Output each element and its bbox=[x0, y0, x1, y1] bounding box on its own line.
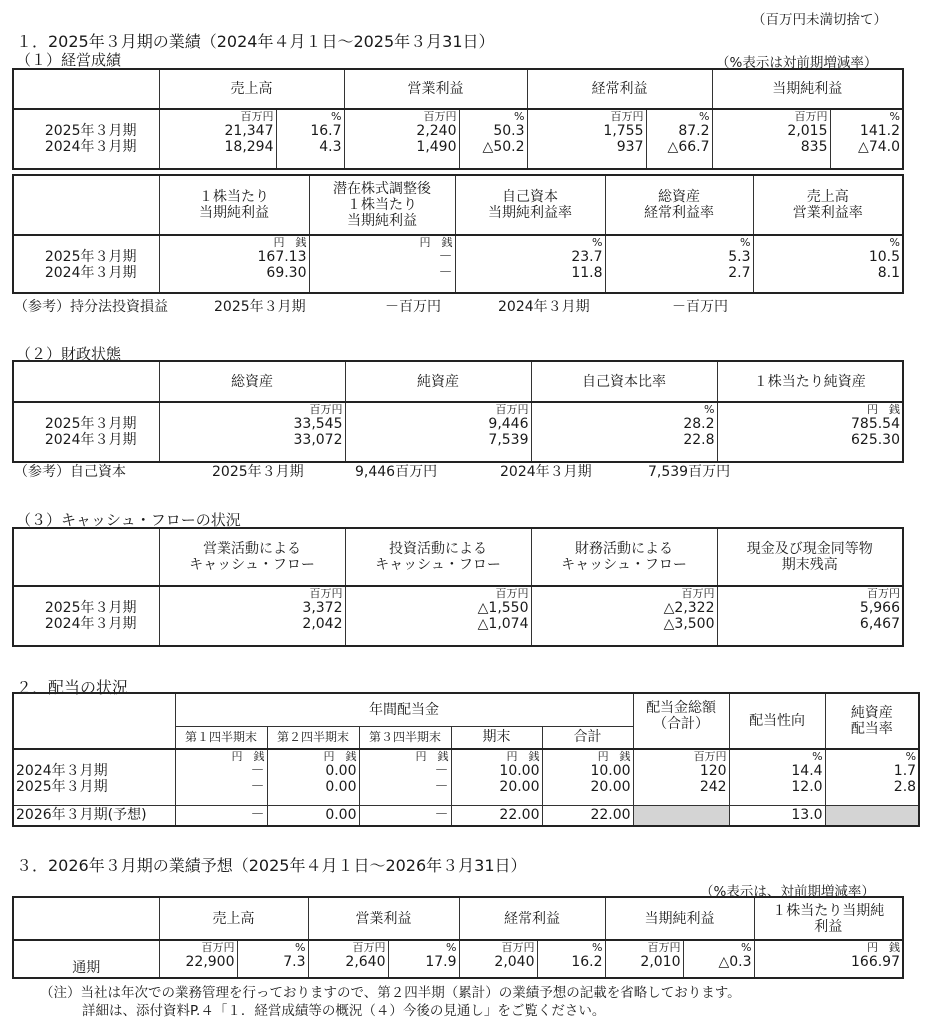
equity-method-reference-label: （参考）持分法投資損益 bbox=[14, 299, 168, 315]
fc-header-ordinary-income: 経常利益 bbox=[459, 897, 605, 940]
unit-label: % bbox=[704, 403, 715, 416]
cell-value: △66.7 bbox=[667, 139, 710, 155]
unit-label: 百万円 bbox=[240, 110, 274, 123]
row-label: 2024年３月期 bbox=[44, 432, 137, 448]
cell-value: － bbox=[438, 249, 453, 265]
cell-value: 10.5 bbox=[868, 249, 900, 265]
unit-label: 円 銭 bbox=[231, 750, 265, 763]
fc-header-sales: 売上高 bbox=[159, 897, 308, 940]
unit-label: 百万円 bbox=[794, 110, 828, 123]
results-pct-note: （%表示は対前期増減率） bbox=[716, 55, 878, 71]
cell-value: 120 bbox=[699, 763, 727, 779]
unit-label: 百万円 bbox=[867, 587, 900, 600]
row-label: 2025年３月期 bbox=[16, 779, 108, 795]
cell-value: 2,010 bbox=[640, 954, 681, 970]
cell-value: 23.7 bbox=[571, 249, 603, 265]
cell-value: 1.7 bbox=[893, 763, 917, 779]
row-label: 2024年３月期 bbox=[44, 616, 137, 632]
row-label: 2024年３月期 bbox=[44, 139, 137, 155]
section1-title: １．2025年３月期の業績（2024年４月１日～2025年３月31日） bbox=[16, 32, 495, 51]
forecast-table bbox=[12, 896, 904, 979]
cell-value: 625.30 bbox=[851, 432, 900, 448]
unit-label: 円 銭 bbox=[415, 750, 449, 763]
unit-label: 百万円 bbox=[610, 110, 644, 123]
ratios-header-blank bbox=[13, 175, 159, 235]
row-label: 2024年３月期 bbox=[44, 265, 137, 281]
unit-label: 百万円 bbox=[201, 941, 235, 954]
row-label: 2025年３月期 bbox=[44, 123, 137, 139]
cell-value: 18,294 bbox=[224, 139, 274, 155]
unit-label: % bbox=[446, 941, 457, 954]
cell-value: 835 bbox=[800, 139, 828, 155]
unit-label: % bbox=[514, 110, 525, 123]
cell-value: 4.3 bbox=[319, 139, 342, 155]
cell-value: 33,545 bbox=[293, 416, 343, 432]
cell-value: 2,040 bbox=[494, 954, 535, 970]
fp-header-net-assets: 純資産 bbox=[345, 361, 531, 402]
unit-label: 百万円 bbox=[495, 587, 529, 600]
unit-label: % bbox=[905, 750, 917, 763]
cell-value: 20.00 bbox=[499, 779, 540, 795]
cell-value: － bbox=[438, 265, 453, 281]
cell-value: 6,467 bbox=[859, 616, 900, 632]
cell-value: 0.00 bbox=[267, 805, 359, 826]
results-header-ordinary-income: 経常利益 bbox=[527, 69, 712, 109]
cell-value: 87.2 bbox=[678, 123, 710, 139]
cell-value: 0.00 bbox=[325, 779, 357, 795]
cell-value: 10.00 bbox=[590, 763, 631, 779]
unit-label: 円 銭 bbox=[323, 750, 357, 763]
div-header-year-end: 期末 bbox=[451, 726, 542, 749]
div-header-annual: 年間配当金 bbox=[175, 693, 633, 726]
financial-position-table bbox=[12, 360, 904, 463]
unit-label: 百万円 bbox=[681, 587, 715, 600]
cell-value: 69.30 bbox=[266, 265, 307, 281]
row-label: 2024年３月期 bbox=[16, 763, 108, 779]
fc-header-eps: １株当たり当期純 利益 bbox=[754, 897, 903, 940]
fp-row-labels bbox=[13, 402, 159, 462]
unit-label: 百万円 bbox=[309, 587, 343, 600]
unit-label: % bbox=[592, 941, 603, 954]
forecast-note-1: （注）当社は年次での業務管理を行っておりますので、第２四半期（累計）の業績予想の記載を省略しております。 bbox=[40, 985, 741, 1001]
fp-header-bps: １株当たり純資産 bbox=[717, 361, 903, 402]
unit-label: % bbox=[889, 236, 900, 249]
equity-value-2: 7,539百万円 bbox=[648, 464, 731, 480]
row-label: 2026年３月期(予想) bbox=[13, 805, 175, 826]
unit-label: 百万円 bbox=[423, 110, 457, 123]
cell-value: 5.3 bbox=[728, 249, 751, 265]
cell-value: △1,074 bbox=[477, 616, 529, 632]
unit-label: % bbox=[741, 941, 752, 954]
cell-value: 12.0 bbox=[791, 779, 823, 795]
unit-label: % bbox=[295, 941, 306, 954]
unit-label: 円 銭 bbox=[597, 750, 631, 763]
cell-value: 7.3 bbox=[283, 954, 306, 970]
cell-value: 10.00 bbox=[499, 763, 540, 779]
ratios-row-labels bbox=[13, 235, 159, 293]
unit-label: 百万円 bbox=[647, 941, 681, 954]
forecast-pct-note: （%表示は、対前期増減率） bbox=[700, 884, 875, 900]
results-header-net-income: 当期純利益 bbox=[712, 69, 903, 109]
ratios-header-eps: １株当たり 当期純利益 bbox=[159, 175, 309, 235]
cell-value: 13.0 bbox=[729, 805, 825, 826]
cell-value: 2,042 bbox=[302, 616, 343, 632]
row-label: 通期 bbox=[13, 940, 159, 978]
cell-value: 22.00 bbox=[542, 805, 633, 826]
cf-header-blank bbox=[13, 528, 159, 586]
unit-label: % bbox=[592, 236, 603, 249]
cell-value: － bbox=[175, 805, 267, 826]
cell-value: 14.4 bbox=[791, 763, 823, 779]
cell-value: 2.8 bbox=[893, 779, 917, 795]
cell-value: △0.3 bbox=[718, 954, 752, 970]
unit-label: 百万円 bbox=[693, 750, 727, 763]
cell-value: 785.54 bbox=[851, 416, 900, 432]
unit-label: % bbox=[812, 750, 823, 763]
cell-value: △2,322 bbox=[663, 600, 715, 616]
cell-value: △3,500 bbox=[663, 616, 715, 632]
cell-value: 11.8 bbox=[571, 265, 603, 281]
cell-value: △1,550 bbox=[477, 600, 529, 616]
unit-label: 円 銭 bbox=[419, 236, 453, 249]
ratios-header-operating-margin: 売上高 営業利益率 bbox=[753, 175, 903, 235]
cell-value: 2.7 bbox=[728, 265, 751, 281]
unit-label: 百万円 bbox=[495, 403, 529, 416]
forecast-note-2: 詳細は、添付資料P.４「１．経営成績等の概況（４）今後の見通し」をご覧ください。 bbox=[82, 1003, 606, 1019]
unit-label: % bbox=[699, 110, 710, 123]
cell-value: 22,900 bbox=[185, 954, 235, 970]
div-header-q3: 第３四半期末 bbox=[359, 726, 451, 749]
row-label: 2025年３月期 bbox=[44, 600, 137, 616]
div-header-payout-ratio: 配当性向 bbox=[729, 693, 825, 749]
cell-value-shaded bbox=[633, 805, 729, 826]
cell-value: 1,755 bbox=[603, 123, 644, 139]
ratios-header-roe: 自己資本 当期純利益率 bbox=[455, 175, 605, 235]
fc-header-net-income: 当期純利益 bbox=[605, 897, 754, 940]
div-header-blank bbox=[13, 693, 175, 749]
unit-label: 百万円 bbox=[501, 941, 535, 954]
cell-value: 22.8 bbox=[683, 432, 715, 448]
cell-value: 21,347 bbox=[224, 123, 274, 139]
cell-value: 16.7 bbox=[310, 123, 342, 139]
cell-value: 2,640 bbox=[345, 954, 386, 970]
div-header-q1: 第１四半期末 bbox=[175, 726, 267, 749]
cell-value: 16.2 bbox=[571, 954, 603, 970]
equity-method-period-1: 2025年３月期 bbox=[214, 299, 306, 315]
row-label: 2025年３月期 bbox=[44, 416, 137, 432]
cell-value: 22.00 bbox=[451, 805, 542, 826]
cell-value: 1,490 bbox=[416, 139, 457, 155]
div-row-labels bbox=[13, 749, 175, 805]
cash-flow-table bbox=[12, 527, 904, 647]
dividends-title: ２．配当の状況 bbox=[16, 678, 129, 697]
equity-method-period-2: 2024年３月期 bbox=[498, 299, 590, 315]
results-row-labels bbox=[13, 109, 159, 169]
cell-value: 50.3 bbox=[493, 123, 525, 139]
div-header-doe: 純資産 配当率 bbox=[825, 693, 919, 749]
fp-header-total-assets: 総資産 bbox=[159, 361, 345, 402]
cell-value: － bbox=[359, 805, 451, 826]
cell-value: 242 bbox=[699, 779, 727, 795]
unit-label: 百万円 bbox=[352, 941, 386, 954]
fc-header-blank bbox=[13, 897, 159, 940]
cash-flow-title: （３）キャッシュ・フローの状況 bbox=[16, 511, 241, 529]
results-header-blank bbox=[13, 69, 159, 109]
results-title: （１）経営成績 bbox=[16, 51, 122, 69]
unit-label: 百万円 bbox=[309, 403, 343, 416]
cf-header-cash-balance: 現金及び現金同等物 期末残高 bbox=[717, 528, 903, 586]
fc-header-operating-income: 営業利益 bbox=[308, 897, 459, 940]
cell-value-shaded bbox=[825, 805, 919, 826]
cell-value: 7,539 bbox=[488, 432, 529, 448]
div-header-total: 合計 bbox=[542, 726, 633, 749]
cell-value: 0.00 bbox=[325, 763, 357, 779]
results-table bbox=[12, 68, 904, 170]
cell-value: 2,015 bbox=[787, 123, 828, 139]
cell-value: 33,072 bbox=[293, 432, 343, 448]
div-header-q2: 第２四半期末 bbox=[267, 726, 359, 749]
dividends-table bbox=[12, 692, 920, 827]
cell-value: △50.2 bbox=[482, 139, 525, 155]
cell-value: 937 bbox=[616, 139, 644, 155]
unit-label: % bbox=[331, 110, 342, 123]
cf-row-labels bbox=[13, 586, 159, 646]
cell-value: 17.9 bbox=[425, 954, 457, 970]
equity-period-2: 2024年３月期 bbox=[500, 464, 592, 480]
cell-value: 20.00 bbox=[590, 779, 631, 795]
cell-value: 5,966 bbox=[859, 600, 900, 616]
cf-header-financing: 財務活動による キャッシュ・フロー bbox=[531, 528, 717, 586]
section3-title: ３．2026年３月期の業績予想（2025年４月１日～2026年３月31日） bbox=[16, 856, 527, 875]
ratios-header-diluted-eps: 潜在株式調整後 １株当たり 当期純利益 bbox=[309, 175, 455, 235]
results-header-sales: 売上高 bbox=[159, 69, 344, 109]
cell-value: △74.0 bbox=[858, 139, 900, 155]
unit-label: % bbox=[740, 236, 751, 249]
unit-label: 円 銭 bbox=[867, 941, 900, 954]
equity-method-value-1: －百万円 bbox=[385, 299, 441, 315]
cell-value: － bbox=[434, 779, 449, 795]
equity-value-1: 9,446百万円 bbox=[355, 464, 438, 480]
cell-value: － bbox=[434, 763, 449, 779]
row-label: 2025年３月期 bbox=[44, 249, 137, 265]
cell-value: 166.97 bbox=[851, 954, 900, 970]
ratios-table bbox=[12, 174, 904, 294]
fp-header-blank bbox=[13, 361, 159, 402]
equity-method-value-2: －百万円 bbox=[672, 299, 728, 315]
cell-value: 167.13 bbox=[257, 249, 307, 265]
cf-header-operating: 営業活動による キャッシュ・フロー bbox=[159, 528, 345, 586]
cell-value: 2,240 bbox=[416, 123, 457, 139]
cell-value: 28.2 bbox=[683, 416, 715, 432]
cell-value: 8.1 bbox=[877, 265, 900, 281]
results-header-operating-income: 営業利益 bbox=[344, 69, 527, 109]
financial-position-title: （２）財政状態 bbox=[16, 345, 122, 363]
fp-header-equity-ratio: 自己資本比率 bbox=[531, 361, 717, 402]
unit-label: % bbox=[889, 110, 900, 123]
equity-period-1: 2025年３月期 bbox=[212, 464, 304, 480]
cell-value: 9,446 bbox=[488, 416, 529, 432]
cell-value: － bbox=[250, 763, 265, 779]
div-header-total-amount: 配当金総額 （合計） bbox=[633, 693, 729, 749]
ratios-header-roa: 総資産 経常利益率 bbox=[605, 175, 753, 235]
cf-header-investing: 投資活動による キャッシュ・フロー bbox=[345, 528, 531, 586]
cell-value: 3,372 bbox=[302, 600, 343, 616]
cell-value: 141.2 bbox=[859, 123, 900, 139]
equity-reference-label: （参考）自己資本 bbox=[14, 464, 126, 480]
rounding-note: （百万円未満切捨て） bbox=[752, 12, 887, 28]
unit-label: 円 銭 bbox=[273, 236, 307, 249]
unit-label: 円 銭 bbox=[867, 403, 900, 416]
cell-value: － bbox=[250, 779, 265, 795]
unit-label: 円 銭 bbox=[506, 750, 540, 763]
